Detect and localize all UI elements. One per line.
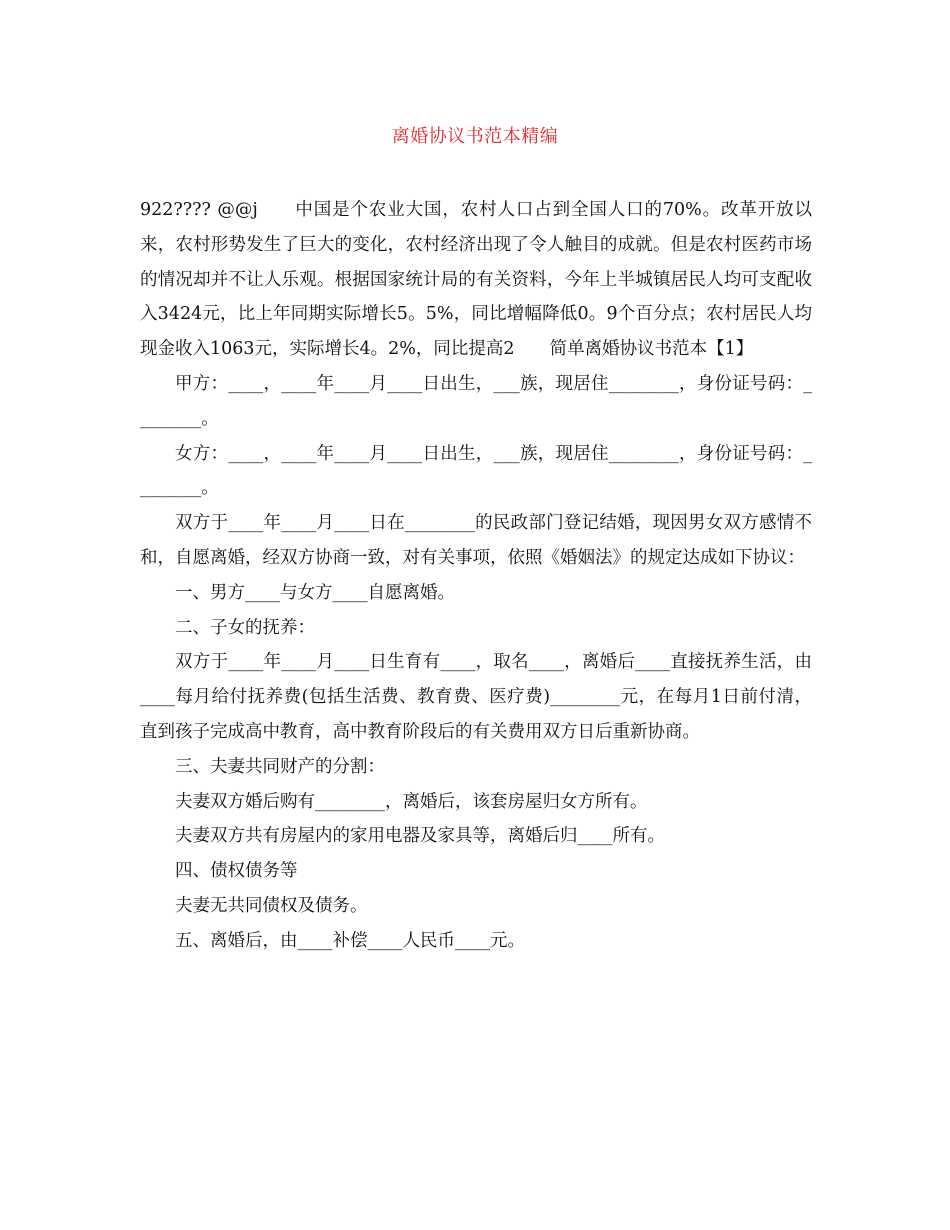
- clause-two-heading: 二、子女的抚养：: [175, 617, 315, 638]
- intro-paragraph: 922???? @@j 中国是个农业大国，农村人口占到全国人口的70%。改革开放以来，农村形势发生了巨大的变化，农村经济出现了令人触目的成就。但是农村医药市场的情况却并不让人乐观。根据国家统计局的有关资料，今年上半城镇居民人均可支配收入3424元，比上年同期实际增长5。5%，同比增幅降低0。9个百分点；农村居民人均现金收入1063元，实际增长4。2%，同比提高2 简单离婚协议书范本【1】: [140, 200, 812, 360]
- property-appliances-paragraph: 夫妻双方共有房屋内的家用电器及家具等，离婚后归____所有。: [175, 826, 665, 847]
- child-support-paragraph: 双方于____年____月____日生育有____，取名____，离婚后____直接抚养生活，由____每月给付抚养费(包括生活费、教育费、医疗费)________元，在每月1日前付清，直到孩子完成高中教育，高中教育阶段后的有关费用双方日后重新协商。: [140, 652, 812, 742]
- party-a-paragraph: 甲方：____，____年____月____日出生，___族，现居住________，身份证号码：________。: [140, 373, 812, 429]
- document-body: [140, 193, 812, 959]
- clause-one: 一、男方____与女方____自愿离婚。: [175, 582, 455, 603]
- marriage-paragraph: 双方于____年____月____日在________的民政部门登记结婚，现因男女双方感情不和，自愿离婚，经双方协商一致，对有关事项，依照《婚姻法》的规定达成如下协议：: [140, 513, 812, 568]
- document-title: 离婚协议书范本精编: [391, 126, 559, 147]
- clause-three-heading: 三、夫妻共同财产的分割：: [175, 756, 385, 777]
- clause-five: 五、离婚后，由____补偿____人民币____元。: [175, 930, 525, 951]
- property-house-paragraph: 夫妻双方婚后购有________，离婚后，该套房屋归女方所有。: [175, 791, 648, 812]
- clause-four-heading: 四、债权债务等: [175, 861, 298, 882]
- debts-paragraph: 夫妻无共同债权及债务。: [175, 895, 368, 916]
- party-b-paragraph: 女方：____，____年____月____日出生，___族，现居住________，身份证号码：________。: [140, 443, 812, 499]
